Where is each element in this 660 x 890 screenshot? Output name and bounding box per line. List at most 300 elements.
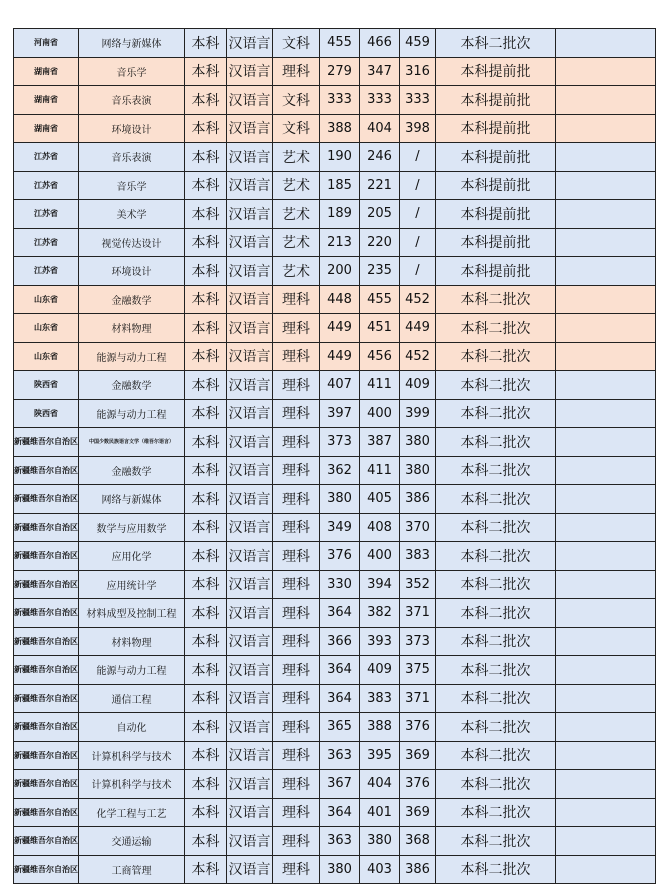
category-cell: 理科: [273, 713, 320, 742]
note-cell: [556, 855, 656, 884]
category-cell: 理科: [273, 456, 320, 485]
table-row: [14, 456, 656, 485]
province-cell: 新疆维吾尔自治区: [14, 770, 79, 799]
batch-cell: 本科二批次: [436, 399, 556, 428]
max-score-cell: 363: [320, 741, 360, 770]
batch-cell: 本科提前批: [436, 114, 556, 143]
avg-score-cell: 373: [400, 627, 436, 656]
avg-score-cell: 369: [400, 798, 436, 827]
batch-cell: 本科二批次: [436, 342, 556, 371]
level-cell: 本科: [185, 228, 227, 257]
province-cell: 新疆维吾尔自治区: [14, 599, 79, 628]
major-cell: 计算机科学与技术: [79, 741, 185, 770]
level-cell: 本科: [185, 285, 227, 314]
level-cell: 本科: [185, 114, 227, 143]
level-cell: 本科: [185, 827, 227, 856]
max-score-cell: 388: [320, 114, 360, 143]
min-score-cell: 380: [360, 827, 400, 856]
batch-cell: 本科二批次: [436, 627, 556, 656]
note-cell: [556, 399, 656, 428]
level-cell: 本科: [185, 542, 227, 571]
batch-cell: 本科二批次: [436, 314, 556, 343]
level-cell: 本科: [185, 257, 227, 286]
level-cell: 本科: [185, 171, 227, 200]
major-cell: 能源与动力工程: [79, 399, 185, 428]
min-score-cell: 235: [360, 257, 400, 286]
major-cell: 能源与动力工程: [79, 656, 185, 685]
avg-score-cell: 383: [400, 542, 436, 571]
province-cell: 江苏省: [14, 257, 79, 286]
note-cell: [556, 171, 656, 200]
category-cell: 理科: [273, 599, 320, 628]
min-score-cell: 411: [360, 456, 400, 485]
max-score-cell: 330: [320, 570, 360, 599]
language-cell: 汉语言: [227, 399, 273, 428]
batch-cell: 本科二批次: [436, 656, 556, 685]
province-cell: 新疆维吾尔自治区: [14, 542, 79, 571]
level-cell: 本科: [185, 770, 227, 799]
major-cell: 金融数学: [79, 456, 185, 485]
min-score-cell: 393: [360, 627, 400, 656]
province-cell: 新疆维吾尔自治区: [14, 456, 79, 485]
batch-cell: 本科二批次: [436, 798, 556, 827]
table-row: [14, 86, 656, 115]
table-row: [14, 285, 656, 314]
table-row: [14, 684, 656, 713]
avg-score-cell: 316: [400, 57, 436, 86]
major-cell: 应用统计学: [79, 570, 185, 599]
max-score-cell: 362: [320, 456, 360, 485]
note-cell: [556, 29, 656, 58]
province-cell: 江苏省: [14, 143, 79, 172]
category-cell: 理科: [273, 570, 320, 599]
batch-cell: 本科二批次: [436, 29, 556, 58]
table-row: [14, 314, 656, 343]
min-score-cell: 409: [360, 656, 400, 685]
category-cell: 理科: [273, 513, 320, 542]
category-cell: 理科: [273, 342, 320, 371]
table-row: [14, 599, 656, 628]
table-row: [14, 542, 656, 571]
batch-cell: 本科二批次: [436, 485, 556, 514]
table-row: [14, 570, 656, 599]
note-cell: [556, 513, 656, 542]
avg-score-cell: 386: [400, 855, 436, 884]
category-cell: 理科: [273, 627, 320, 656]
batch-cell: 本科二批次: [436, 285, 556, 314]
province-cell: 陕西省: [14, 399, 79, 428]
language-cell: 汉语言: [227, 798, 273, 827]
province-cell: 江苏省: [14, 228, 79, 257]
language-cell: 汉语言: [227, 456, 273, 485]
avg-score-cell: /: [400, 257, 436, 286]
table-row: [14, 57, 656, 86]
max-score-cell: 455: [320, 29, 360, 58]
batch-cell: 本科提前批: [436, 143, 556, 172]
table-row: [14, 770, 656, 799]
language-cell: 汉语言: [227, 485, 273, 514]
batch-cell: 本科提前批: [436, 57, 556, 86]
table-row: [14, 656, 656, 685]
major-cell: 化学工程与工艺: [79, 798, 185, 827]
batch-cell: 本科二批次: [436, 371, 556, 400]
batch-cell: 本科二批次: [436, 827, 556, 856]
language-cell: 汉语言: [227, 257, 273, 286]
min-score-cell: 455: [360, 285, 400, 314]
max-score-cell: 448: [320, 285, 360, 314]
max-score-cell: 364: [320, 599, 360, 628]
batch-cell: 本科二批次: [436, 570, 556, 599]
max-score-cell: 449: [320, 314, 360, 343]
note-cell: [556, 228, 656, 257]
max-score-cell: 279: [320, 57, 360, 86]
table-row: [14, 171, 656, 200]
note-cell: [556, 57, 656, 86]
note-cell: [556, 86, 656, 115]
min-score-cell: 400: [360, 542, 400, 571]
avg-score-cell: 398: [400, 114, 436, 143]
province-cell: 新疆维吾尔自治区: [14, 798, 79, 827]
level-cell: 本科: [185, 200, 227, 229]
major-cell: 美术学: [79, 200, 185, 229]
min-score-cell: 401: [360, 798, 400, 827]
avg-score-cell: 380: [400, 428, 436, 457]
avg-score-cell: 370: [400, 513, 436, 542]
category-cell: 理科: [273, 399, 320, 428]
category-cell: 理科: [273, 542, 320, 571]
province-cell: 江苏省: [14, 171, 79, 200]
level-cell: 本科: [185, 57, 227, 86]
province-cell: 新疆维吾尔自治区: [14, 656, 79, 685]
avg-score-cell: /: [400, 143, 436, 172]
min-score-cell: 466: [360, 29, 400, 58]
language-cell: 汉语言: [227, 656, 273, 685]
min-score-cell: 333: [360, 86, 400, 115]
province-cell: 湖南省: [14, 57, 79, 86]
province-cell: 新疆维吾尔自治区: [14, 684, 79, 713]
major-cell: 材料成型及控制工程: [79, 599, 185, 628]
batch-cell: 本科二批次: [436, 456, 556, 485]
table-row: [14, 485, 656, 514]
category-cell: 文科: [273, 29, 320, 58]
note-cell: [556, 684, 656, 713]
province-cell: 新疆维吾尔自治区: [14, 741, 79, 770]
avg-score-cell: 333: [400, 86, 436, 115]
major-cell: 网络与新媒体: [79, 29, 185, 58]
language-cell: 汉语言: [227, 741, 273, 770]
language-cell: 汉语言: [227, 428, 273, 457]
batch-cell: 本科二批次: [436, 542, 556, 571]
batch-cell: 本科二批次: [436, 428, 556, 457]
note-cell: [556, 770, 656, 799]
category-cell: 理科: [273, 798, 320, 827]
min-score-cell: 394: [360, 570, 400, 599]
min-score-cell: 400: [360, 399, 400, 428]
language-cell: 汉语言: [227, 513, 273, 542]
table-row: [14, 371, 656, 400]
major-cell: 自动化: [79, 713, 185, 742]
province-cell: 江苏省: [14, 200, 79, 229]
major-cell: 交通运输: [79, 827, 185, 856]
province-cell: 新疆维吾尔自治区: [14, 513, 79, 542]
major-cell: 材料物理: [79, 627, 185, 656]
province-cell: 湖南省: [14, 86, 79, 115]
min-score-cell: 387: [360, 428, 400, 457]
batch-cell: 本科提前批: [436, 228, 556, 257]
max-score-cell: 397: [320, 399, 360, 428]
note-cell: [556, 656, 656, 685]
max-score-cell: 365: [320, 713, 360, 742]
province-cell: 新疆维吾尔自治区: [14, 627, 79, 656]
max-score-cell: 349: [320, 513, 360, 542]
category-cell: 理科: [273, 684, 320, 713]
avg-score-cell: /: [400, 171, 436, 200]
category-cell: 理科: [273, 741, 320, 770]
level-cell: 本科: [185, 570, 227, 599]
level-cell: 本科: [185, 627, 227, 656]
language-cell: 汉语言: [227, 29, 273, 58]
max-score-cell: 363: [320, 827, 360, 856]
major-cell: 金融数学: [79, 371, 185, 400]
province-cell: 新疆维吾尔自治区: [14, 428, 79, 457]
note-cell: [556, 371, 656, 400]
level-cell: 本科: [185, 855, 227, 884]
category-cell: 理科: [273, 770, 320, 799]
max-score-cell: 364: [320, 684, 360, 713]
major-cell: 计算机科学与技术: [79, 770, 185, 799]
level-cell: 本科: [185, 684, 227, 713]
avg-score-cell: 352: [400, 570, 436, 599]
min-score-cell: 205: [360, 200, 400, 229]
max-score-cell: 449: [320, 342, 360, 371]
language-cell: 汉语言: [227, 114, 273, 143]
note-cell: [556, 798, 656, 827]
max-score-cell: 367: [320, 770, 360, 799]
table-row: [14, 200, 656, 229]
province-cell: 新疆维吾尔自治区: [14, 485, 79, 514]
min-score-cell: 221: [360, 171, 400, 200]
min-score-cell: 403: [360, 855, 400, 884]
min-score-cell: 395: [360, 741, 400, 770]
max-score-cell: 185: [320, 171, 360, 200]
note-cell: [556, 627, 656, 656]
table-row: [14, 627, 656, 656]
language-cell: 汉语言: [227, 342, 273, 371]
level-cell: 本科: [185, 399, 227, 428]
level-cell: 本科: [185, 741, 227, 770]
batch-cell: 本科提前批: [436, 257, 556, 286]
level-cell: 本科: [185, 29, 227, 58]
category-cell: 理科: [273, 428, 320, 457]
level-cell: 本科: [185, 456, 227, 485]
language-cell: 汉语言: [227, 200, 273, 229]
avg-score-cell: 459: [400, 29, 436, 58]
major-cell: 视觉传达设计: [79, 228, 185, 257]
max-score-cell: 366: [320, 627, 360, 656]
province-cell: 湖南省: [14, 114, 79, 143]
province-cell: 山东省: [14, 314, 79, 343]
table-row: [14, 428, 656, 457]
table-row: [14, 513, 656, 542]
batch-cell: 本科二批次: [436, 599, 556, 628]
level-cell: 本科: [185, 314, 227, 343]
province-cell: 山东省: [14, 285, 79, 314]
min-score-cell: 404: [360, 770, 400, 799]
province-cell: 河南省: [14, 29, 79, 58]
level-cell: 本科: [185, 342, 227, 371]
max-score-cell: 189: [320, 200, 360, 229]
note-cell: [556, 485, 656, 514]
table-row: [14, 114, 656, 143]
category-cell: 艺术: [273, 143, 320, 172]
language-cell: 汉语言: [227, 627, 273, 656]
batch-cell: 本科二批次: [436, 684, 556, 713]
major-cell: 材料物理: [79, 314, 185, 343]
avg-score-cell: 452: [400, 285, 436, 314]
batch-cell: 本科提前批: [436, 86, 556, 115]
avg-score-cell: 380: [400, 456, 436, 485]
major-cell: 金融数学: [79, 285, 185, 314]
major-cell: 能源与动力工程: [79, 342, 185, 371]
note-cell: [556, 570, 656, 599]
language-cell: 汉语言: [227, 171, 273, 200]
level-cell: 本科: [185, 713, 227, 742]
note-cell: [556, 285, 656, 314]
note-cell: [556, 314, 656, 343]
avg-score-cell: 376: [400, 770, 436, 799]
table-row: [14, 399, 656, 428]
max-score-cell: 333: [320, 86, 360, 115]
avg-score-cell: 449: [400, 314, 436, 343]
avg-score-cell: 368: [400, 827, 436, 856]
table-row: [14, 827, 656, 856]
batch-cell: 本科二批次: [436, 770, 556, 799]
province-cell: 新疆维吾尔自治区: [14, 855, 79, 884]
category-cell: 文科: [273, 114, 320, 143]
avg-score-cell: /: [400, 200, 436, 229]
major-cell: 数学与应用数学: [79, 513, 185, 542]
avg-score-cell: 399: [400, 399, 436, 428]
max-score-cell: 380: [320, 855, 360, 884]
category-cell: 理科: [273, 314, 320, 343]
major-cell: 网络与新媒体: [79, 485, 185, 514]
batch-cell: 本科二批次: [436, 513, 556, 542]
major-cell: 工商管理: [79, 855, 185, 884]
batch-cell: 本科二批次: [436, 713, 556, 742]
table-row: [14, 143, 656, 172]
avg-score-cell: 409: [400, 371, 436, 400]
category-cell: 艺术: [273, 257, 320, 286]
batch-cell: 本科二批次: [436, 855, 556, 884]
major-cell: 音乐表演: [79, 86, 185, 115]
category-cell: 理科: [273, 57, 320, 86]
category-cell: 艺术: [273, 200, 320, 229]
language-cell: 汉语言: [227, 713, 273, 742]
level-cell: 本科: [185, 86, 227, 115]
province-cell: 新疆维吾尔自治区: [14, 827, 79, 856]
table-row: [14, 798, 656, 827]
batch-cell: 本科提前批: [436, 171, 556, 200]
category-cell: 文科: [273, 86, 320, 115]
note-cell: [556, 342, 656, 371]
min-score-cell: 382: [360, 599, 400, 628]
level-cell: 本科: [185, 428, 227, 457]
level-cell: 本科: [185, 513, 227, 542]
note-cell: [556, 599, 656, 628]
language-cell: 汉语言: [227, 827, 273, 856]
note-cell: [556, 143, 656, 172]
province-cell: 新疆维吾尔自治区: [14, 570, 79, 599]
batch-cell: 本科提前批: [436, 200, 556, 229]
level-cell: 本科: [185, 798, 227, 827]
table-row: [14, 342, 656, 371]
avg-score-cell: 371: [400, 684, 436, 713]
min-score-cell: 411: [360, 371, 400, 400]
category-cell: 艺术: [273, 171, 320, 200]
category-cell: 理科: [273, 285, 320, 314]
major-cell: 中国少数民族语言文学（维吾尔语言）: [79, 428, 185, 457]
admission-score-table: [13, 28, 656, 884]
note-cell: [556, 713, 656, 742]
max-score-cell: 213: [320, 228, 360, 257]
min-score-cell: 383: [360, 684, 400, 713]
note-cell: [556, 741, 656, 770]
table-row: [14, 713, 656, 742]
level-cell: 本科: [185, 656, 227, 685]
category-cell: 艺术: [273, 228, 320, 257]
language-cell: 汉语言: [227, 599, 273, 628]
note-cell: [556, 114, 656, 143]
major-cell: 环境设计: [79, 257, 185, 286]
avg-score-cell: 376: [400, 713, 436, 742]
category-cell: 理科: [273, 485, 320, 514]
language-cell: 汉语言: [227, 570, 273, 599]
major-cell: 通信工程: [79, 684, 185, 713]
max-score-cell: 190: [320, 143, 360, 172]
note-cell: [556, 200, 656, 229]
table-row: [14, 29, 656, 58]
note-cell: [556, 257, 656, 286]
note-cell: [556, 827, 656, 856]
avg-score-cell: 452: [400, 342, 436, 371]
language-cell: 汉语言: [227, 285, 273, 314]
note-cell: [556, 428, 656, 457]
avg-score-cell: 369: [400, 741, 436, 770]
language-cell: 汉语言: [227, 542, 273, 571]
batch-cell: 本科二批次: [436, 741, 556, 770]
min-score-cell: 246: [360, 143, 400, 172]
language-cell: 汉语言: [227, 314, 273, 343]
max-score-cell: 373: [320, 428, 360, 457]
table-row: [14, 228, 656, 257]
level-cell: 本科: [185, 599, 227, 628]
major-cell: 应用化学: [79, 542, 185, 571]
max-score-cell: 364: [320, 656, 360, 685]
avg-score-cell: /: [400, 228, 436, 257]
category-cell: 理科: [273, 656, 320, 685]
max-score-cell: 364: [320, 798, 360, 827]
language-cell: 汉语言: [227, 371, 273, 400]
province-cell: 山东省: [14, 342, 79, 371]
major-cell: 音乐学: [79, 57, 185, 86]
max-score-cell: 407: [320, 371, 360, 400]
max-score-cell: 376: [320, 542, 360, 571]
major-cell: 音乐表演: [79, 143, 185, 172]
major-cell: 环境设计: [79, 114, 185, 143]
table-row: [14, 741, 656, 770]
language-cell: 汉语言: [227, 86, 273, 115]
province-cell: 陕西省: [14, 371, 79, 400]
